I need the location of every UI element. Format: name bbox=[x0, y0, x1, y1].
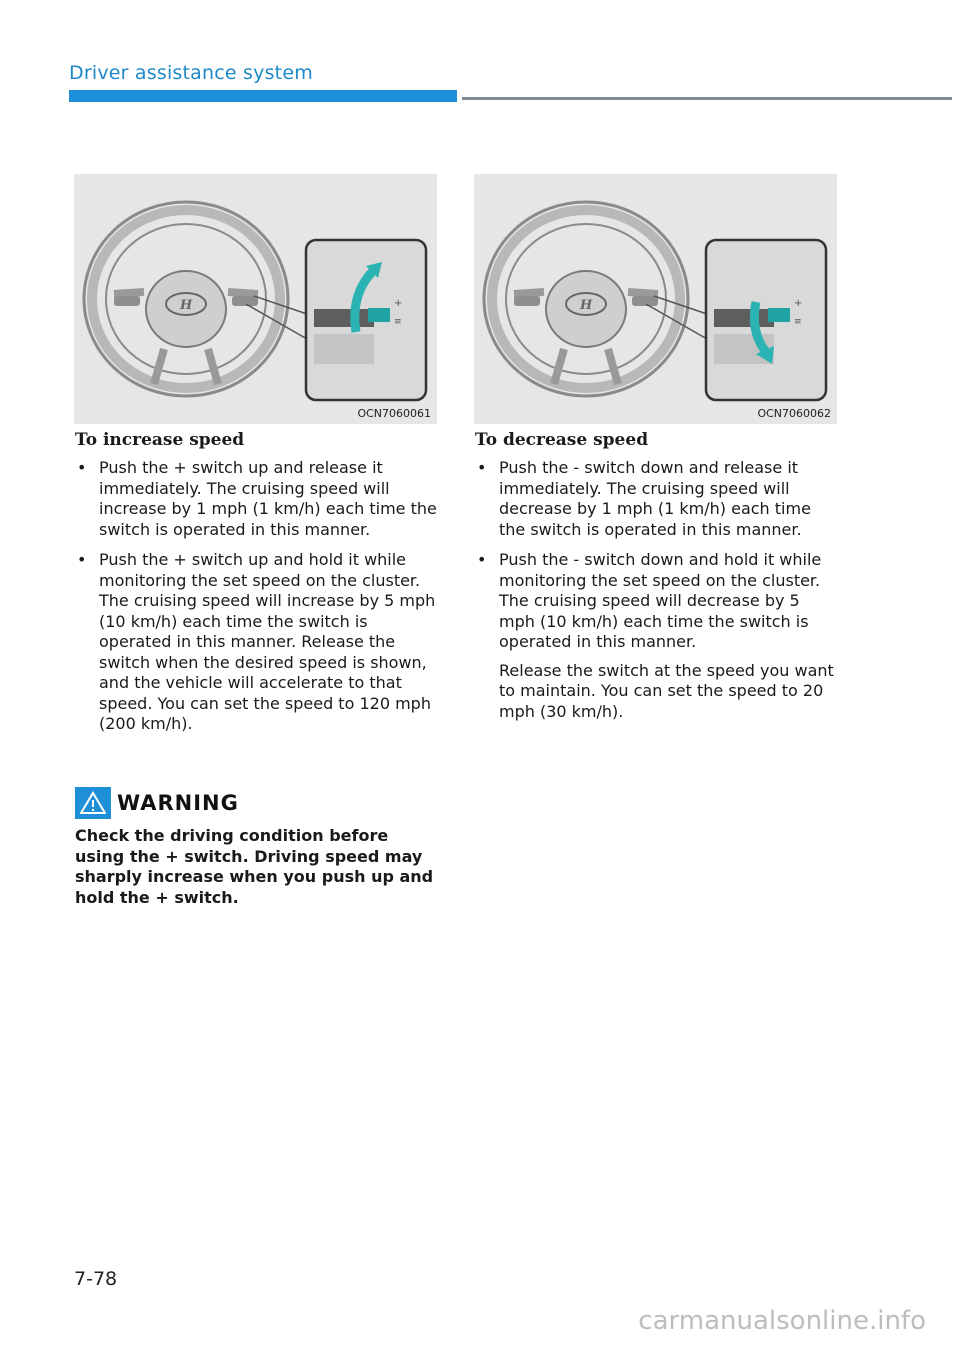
page-number: 7-78 bbox=[74, 1268, 118, 1290]
section-heading: To decrease speed bbox=[475, 430, 649, 450]
list-item bbox=[475, 458, 837, 540]
warning-triangle-icon bbox=[75, 787, 111, 819]
svg-text:≡: ≡ bbox=[794, 317, 802, 327]
section-title: Driver assistance system bbox=[69, 62, 313, 84]
bullet-icon: • bbox=[77, 550, 87, 569]
list-item-text: Push the - switch down and release it immediately. The cruising speed will decrease by 1 mph (1 km/h) each time the switch is operated in this manner. bbox=[499, 458, 811, 539]
warning-box bbox=[75, 786, 437, 908]
steering-wheel-switch-up-illustration bbox=[74, 174, 437, 424]
list-item-text: Push the + switch up and release it immediately. The cruising speed will increase by 1 mph (1 km/h) each time the switch is operated in this manner. bbox=[99, 458, 437, 539]
svg-text:H: H bbox=[580, 298, 593, 313]
bullet-icon: • bbox=[77, 458, 87, 477]
figure-increase-speed bbox=[74, 174, 437, 424]
bullet-icon: • bbox=[477, 458, 487, 477]
list-item bbox=[75, 550, 437, 735]
figure-decrease-speed bbox=[474, 174, 837, 424]
warning-header bbox=[75, 786, 437, 820]
list-item bbox=[75, 458, 437, 540]
watermark: carmanualsonline.info bbox=[638, 1306, 926, 1336]
list-item-text: Push the + switch up and hold it while monitoring the set speed on the cluster. The cruising speed will increase by 5 mph (10 km/h) each time the switch is operated in this manner. Release the switch when the desired speed is shown, and the vehicle will accelerate to that speed. You can set the speed to 120 mph (200 km/h). bbox=[99, 550, 436, 733]
figure-code: OCN7060062 bbox=[757, 407, 831, 420]
header-rule bbox=[462, 97, 952, 100]
svg-text:+: + bbox=[794, 298, 803, 309]
svg-text:+: + bbox=[394, 298, 403, 309]
figure-code: OCN7060061 bbox=[357, 407, 431, 420]
section-heading: To increase speed bbox=[75, 430, 245, 450]
list-item-text: Push the - switch down and hold it while monitoring the set speed on the cluster. The cruising speed will decrease by 5 mph (10 km/h) each time the switch is operated in this manner. bbox=[499, 550, 822, 651]
bullet-list bbox=[475, 458, 837, 722]
warning-title: WARNING bbox=[117, 791, 239, 815]
bullet-icon: • bbox=[477, 550, 487, 569]
bullet-list bbox=[75, 458, 437, 735]
svg-text:H: H bbox=[180, 298, 193, 313]
decrease-speed-section bbox=[475, 430, 837, 732]
list-item bbox=[475, 550, 837, 722]
list-item-note: Release the switch at the speed you want to maintain. You can set the speed to 20 mph (30 km/h). bbox=[499, 660, 834, 721]
steering-wheel-switch-down-illustration bbox=[474, 174, 837, 424]
header-accent-bar bbox=[69, 90, 457, 102]
svg-text:≡: ≡ bbox=[394, 317, 402, 327]
increase-speed-section bbox=[75, 430, 437, 745]
warning-text: Check the driving condition before using the + switch. Driving speed may sharply increase when you push up and hold the + switch. bbox=[75, 826, 434, 907]
